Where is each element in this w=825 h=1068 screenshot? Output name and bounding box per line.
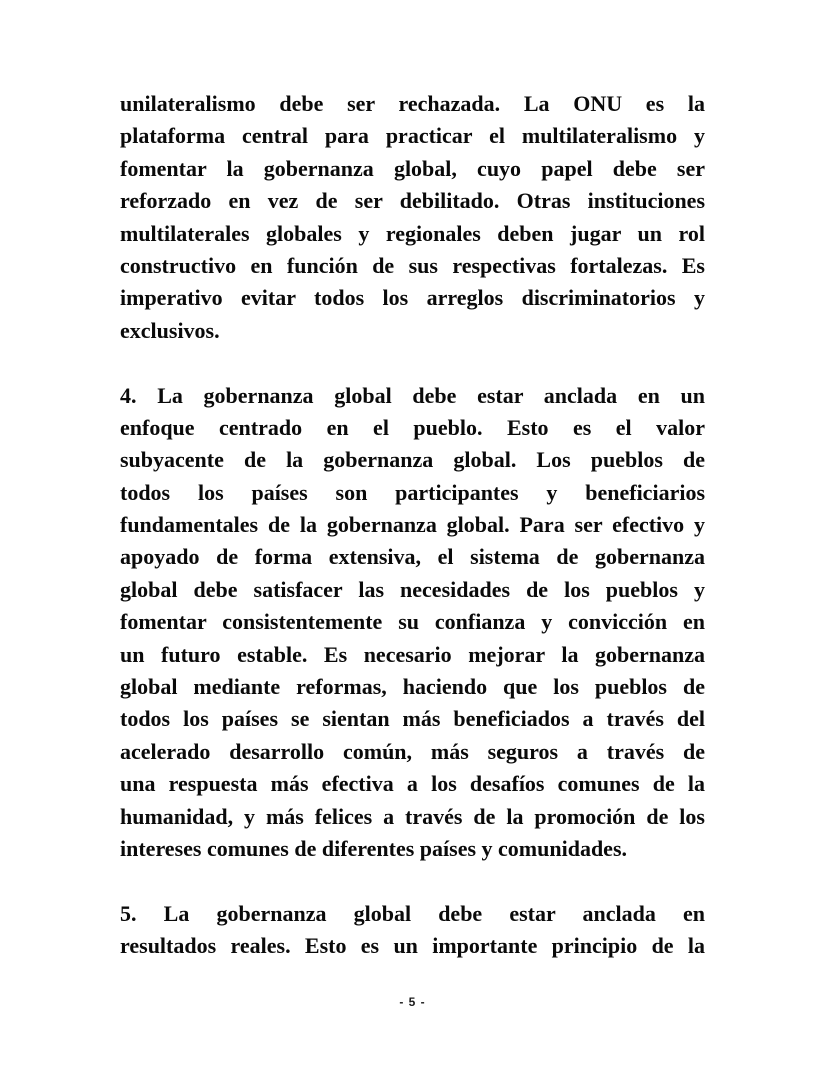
text-line-content: fundamentales de la gobernanza global. Para ser efectivo y (120, 512, 705, 538)
text-line-content: multilaterales globales y regionales deben jugar un rol (120, 220, 705, 246)
text-line (120, 444, 705, 476)
text-line (120, 250, 705, 282)
text-line-content: 5. La gobernanza global debe estar anclada en (120, 900, 705, 926)
text-line-content: unilateralismo debe ser rechazada. La ONU es la (120, 91, 705, 116)
text-line-content: una respuesta más efectiva a los desafíos comunes de la (120, 771, 705, 797)
paragraph (120, 898, 705, 963)
page-number: - 5 - (399, 994, 426, 1009)
text-line-content: enfoque centrado en el pueblo. Esto es el valor (120, 414, 705, 440)
text-line-content: todos los países son participantes y beneficiarios (120, 479, 705, 505)
text-line-content: un futuro estable. Es necesario mejorar la gobernanza (120, 641, 705, 667)
text-line-content: global debe satisfacer las necesidades de los pueblos y (120, 576, 705, 602)
text-line-content: reforzado en vez de ser debilitado. Otras instituciones (120, 188, 705, 214)
document-body (120, 88, 705, 963)
text-line (120, 671, 705, 703)
text-line (120, 930, 705, 962)
text-line (120, 768, 705, 800)
text-line-content: subyacente de la gobernanza global. Los pueblos de (120, 447, 705, 473)
text-line (120, 120, 705, 152)
text-line (120, 412, 705, 444)
text-line (120, 153, 705, 185)
text-line (120, 380, 705, 412)
text-line-content: todos los países se sientan más beneficiados a través del (120, 706, 705, 732)
text-line (120, 477, 705, 509)
text-line-content: resultados reales. Esto es un importante principio de la (120, 933, 705, 959)
text-line-content: global mediante reformas, haciendo que los pueblos de (120, 674, 705, 700)
text-line (120, 541, 705, 573)
text-line (120, 315, 705, 347)
text-line-content: acelerado desarrollo común, más seguros a través de (120, 738, 705, 764)
text-line-content: 4. La gobernanza global debe estar anclada en un (120, 382, 705, 408)
text-line (120, 898, 705, 930)
text-line-content: imperativo evitar todos los arreglos discriminatorios y (120, 285, 705, 311)
text-line (120, 88, 705, 120)
paragraph (120, 380, 705, 866)
text-line-content: plataforma central para practicar el multilateralismo y (120, 123, 705, 149)
text-line (120, 282, 705, 314)
text-line-content: apoyado de forma extensiva, el sistema de gobernanza (120, 544, 705, 570)
text-line (120, 736, 705, 768)
paragraph (120, 88, 705, 347)
text-line (120, 574, 705, 606)
text-line-content: constructivo en función de sus respectivas fortalezas. Es (120, 252, 705, 278)
text-line (120, 639, 705, 671)
text-line-content: humanidad, y más felices a través de la promoción de los (120, 803, 705, 829)
text-line-content: fomentar la gobernanza global, cuyo papel debe ser (120, 155, 705, 181)
text-line (120, 801, 705, 833)
text-line-content: fomentar consistentemente su confianza y convicción en (120, 609, 705, 635)
text-line (120, 218, 705, 250)
text-line (120, 185, 705, 217)
text-line (120, 703, 705, 735)
text-line (120, 833, 705, 865)
text-line (120, 606, 705, 638)
text-line-content: exclusivos. (120, 317, 220, 343)
text-line (120, 509, 705, 541)
text-line-content: intereses comunes de diferentes países y comunidades. (120, 835, 628, 861)
